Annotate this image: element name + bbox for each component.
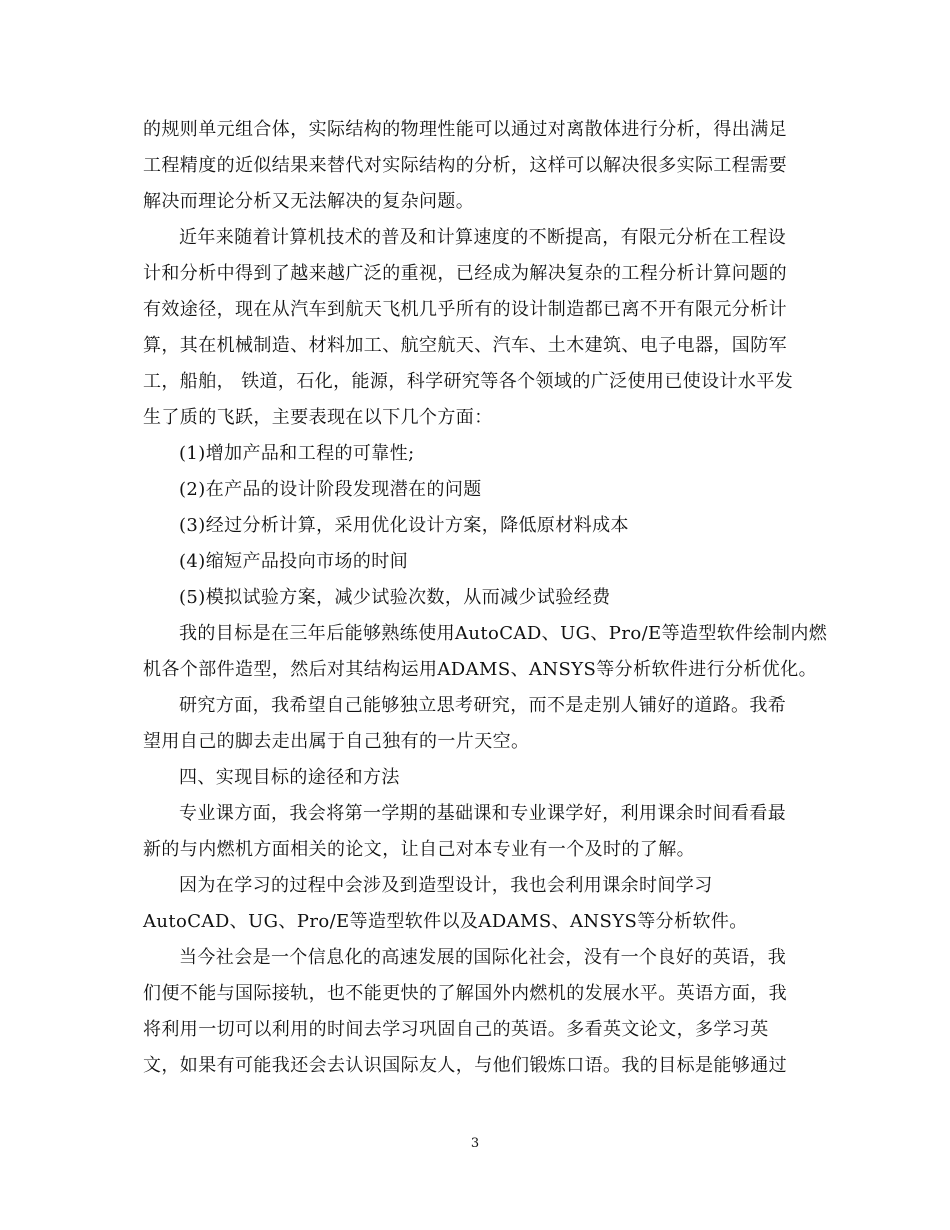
list-item: (2)在产品的设计阶段发现潜在的问题 <box>179 479 482 500</box>
text-line: 新的与内燃机方面相关的论文，让自己对本专业有一个及时的了解。 <box>143 839 695 860</box>
text-line: 们便不能与国际接轨，也不能更快的了解国外内燃机的发展水平。英语方面，我 <box>143 983 787 1004</box>
text-line: 解决而理论分析又无法解决的复杂问题。 <box>143 191 475 212</box>
page-number: 3 <box>470 1136 480 1151</box>
text-line: 计和分析中得到了越来越广泛的重视，已经成为解决复杂的工程分析计算问题的 <box>143 263 787 284</box>
text-line: 生了质的飞跃，主要表现在以下几个方面： <box>143 407 493 428</box>
text-line: 工程精度的近似结果来替代对实际结构的分析，这样可以解决很多实际工程需要 <box>143 155 787 176</box>
text-line: 算，其在机械制造、材料加工、航空航天、汽车、土木建筑、电子电器，国防军 <box>143 335 787 356</box>
list-item: (3)经过分析计算，采用优化设计方案，降低原材料成本 <box>179 515 629 536</box>
text-line: 专业课方面，我会将第一学期的基础课和专业课学好，利用课余时间看看最 <box>179 803 787 824</box>
text-line: 望用自己的脚去走出属于自己独有的一片天空。 <box>143 731 530 752</box>
text-line: 的规则单元组合体，实际结构的物理性能可以通过对离散体进行分析，得出满足 <box>143 119 787 140</box>
text-line: AutoCAD、UG、Pro/E等造型软件以及ADAMS、ANSYS等分析软件。 <box>143 911 748 932</box>
section-heading: 四、实现目标的途径和方法 <box>179 767 400 788</box>
text-line: 有效途径，现在从汽车到航天飞机几乎所有的设计制造都已离不开有限元分析计 <box>143 299 787 320</box>
list-item: (4)缩短产品投向市场的时间 <box>179 551 409 572</box>
text-line: 当今社会是一个信息化的高速发展的国际化社会，没有一个良好的英语，我 <box>179 947 787 968</box>
text-line: 将利用一切可以利用的时间去学习巩固自己的英语。多看英文论文，多学习英 <box>143 1019 769 1040</box>
list-item: (1)增加产品和工程的可靠性; <box>179 443 415 464</box>
text-line: 工，船舶， 铁道，石化，能源，科学研究等各个领域的广泛使用已使设计水平发 <box>143 371 794 392</box>
text-line: 近年来随着计算机技术的普及和计算速度的不断提高，有限元分析在工程设 <box>179 227 787 248</box>
text-line: 机各个部件造型，然后对其结构运用ADAMS、ANSYS等分析软件进行分析优化。 <box>143 659 818 680</box>
text-line: 研究方面，我希望自己能够独立思考研究，而不是走别人铺好的道路。我希 <box>179 695 787 716</box>
text-line: 我的目标是在三年后能够熟练使用AutoCAD、UG、Pro/E等造型软件绘制内燃 <box>179 623 828 644</box>
list-item: (5)模拟试验方案，减少试验次数，从而减少试验经费 <box>179 587 611 608</box>
text-line: 因为在学习的过程中会涉及到造型设计，我也会利用课余时间学习 <box>179 875 713 896</box>
text-line: 文，如果有可能我还会去认识国际友人，与他们锻炼口语。我的目标是能够通过 <box>143 1055 787 1076</box>
